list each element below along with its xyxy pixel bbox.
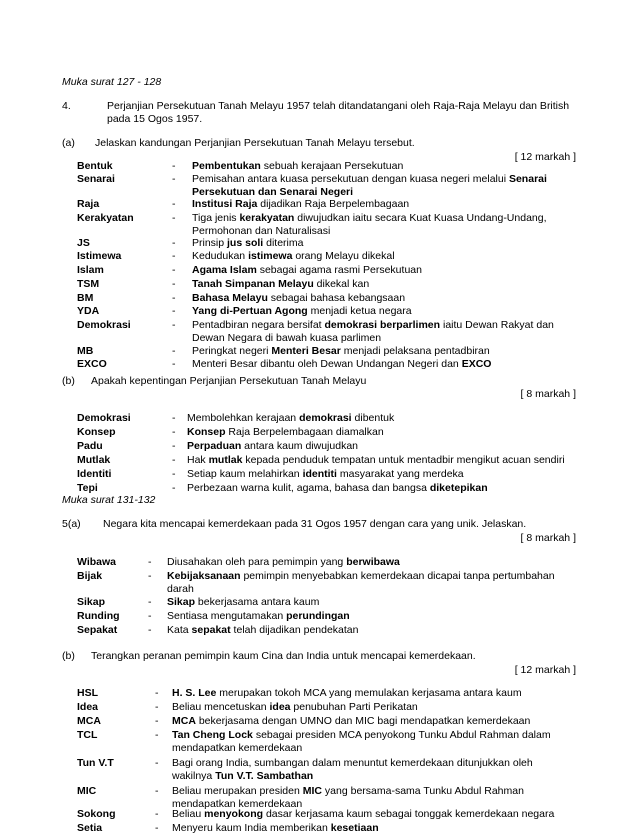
item-description: Agama Islam sebagai agama rasmi Persekutuan	[192, 264, 422, 276]
item-dash: -	[155, 729, 159, 741]
item-dash: -	[155, 808, 159, 820]
item-dash: -	[172, 412, 176, 424]
item-description: Tiga jenis kerakyatan diwujudkan iaitu secara Kuat Kuasa Undang-Undang, Permohonan dan Naturalisasi	[192, 212, 547, 238]
item-keyword: Setia	[77, 822, 103, 834]
item-dash: -	[148, 556, 152, 568]
item-keyword: Sepakat	[77, 624, 118, 636]
item-keyword: Sokong	[77, 808, 116, 820]
item-dash: -	[172, 250, 176, 262]
question-5b-marks: [ 12 markah ]	[514, 664, 576, 676]
item-keyword: Padu	[77, 440, 103, 452]
item-keyword: Tun V.T	[77, 757, 114, 769]
item-description: Kata sepakat telah dijadikan pendekatan	[167, 624, 359, 636]
item-description: Perbezaan warna kulit, agama, bahasa dan bangsa diketepikan	[187, 482, 488, 494]
item-description: Beliau merupakan presiden MIC yang bersama-sama Tunku Abdul Rahman mendapatkan kemerdekaan	[172, 785, 524, 811]
item-keyword: YDA	[77, 305, 100, 317]
item-description: Pentadbiran negara bersifat demokrasi berparlimen iaitu Dewan Rakyat dan Dewan Negara di bawah kuasa parlimen	[192, 319, 554, 345]
item-dash: -	[172, 358, 176, 370]
item-dash: -	[172, 237, 176, 249]
question-b-marks: [ 8 markah ]	[520, 388, 576, 400]
item-description: Beliau menyokong dasar kerjasama kaum sebagai tonggak kemerdekaan negara	[172, 808, 555, 820]
item-description: Beliau mencetuskan idea penubuhan Parti Perikatan	[172, 701, 418, 713]
item-keyword: Idea	[77, 701, 99, 713]
item-description: Membolehkan kerajaan demokrasi dibentuk	[187, 412, 395, 424]
item-description: Kedudukan istimewa orang Melayu dikekal	[192, 250, 395, 262]
item-description: Menteri Besar dibantu oleh Dewan Undangan Negeri dan EXCO	[192, 358, 492, 370]
item-keyword: Tepi	[77, 482, 98, 494]
question-4-text-line2: pada 15 Ogos 1957.	[107, 113, 203, 125]
item-description: Institusi Raja dijadikan Raja Berpelembagaan	[192, 198, 410, 210]
item-dash: -	[172, 173, 176, 185]
item-keyword: Mutlak	[77, 454, 111, 466]
item-dash: -	[172, 264, 176, 276]
item-keyword: HSL	[77, 687, 98, 699]
item-keyword: MCA	[77, 715, 101, 727]
item-dash: -	[155, 701, 159, 713]
item-dash: -	[148, 570, 152, 582]
item-dash: -	[155, 785, 159, 797]
item-keyword: Konsep	[77, 426, 116, 438]
item-keyword: Demokrasi	[77, 412, 131, 424]
item-dash: -	[172, 319, 176, 331]
item-dash: -	[155, 757, 159, 769]
item-keyword: Runding	[77, 610, 120, 622]
item-dash: -	[155, 715, 159, 727]
question-4-number: 4.	[62, 100, 71, 112]
item-description: Bagi orang India, sumbangan dalam menuntut kemerdekaan ditunjukkan oleh wakilnya Tun V.T. Sambathan	[172, 757, 533, 783]
page-reference-1: Muka surat 127 - 128	[62, 76, 162, 88]
item-keyword: TSM	[77, 278, 100, 290]
item-keyword: Demokrasi	[77, 319, 131, 331]
question-b-label: (b)	[62, 375, 75, 387]
question-a-text: Jelaskan kandungan Perjanjian Persekutuan Tanah Melayu tersebut.	[95, 137, 415, 149]
item-description: Peringkat negeri Menteri Besar menjadi pelaksana pentadbiran	[192, 345, 490, 357]
item-dash: -	[172, 212, 176, 224]
item-dash: -	[172, 426, 176, 438]
item-dash: -	[172, 468, 176, 480]
item-description: Diusahakan oleh para pemimpin yang berwibawa	[167, 556, 400, 568]
item-dash: -	[172, 305, 176, 317]
question-5a-marks: [ 8 markah ]	[520, 532, 576, 544]
item-description: Bahasa Melayu sebagai bahasa kebangsaan	[192, 292, 406, 304]
item-keyword: Bijak	[77, 570, 103, 582]
item-keyword: Identiti	[77, 468, 112, 480]
item-dash: -	[155, 687, 159, 699]
item-keyword: Istimewa	[77, 250, 122, 262]
item-dash: -	[172, 278, 176, 290]
item-dash: -	[155, 822, 159, 834]
item-description: H. S. Lee merupakan tokoh MCA yang memulakan kerjasama antara kaum	[172, 687, 522, 699]
item-description: Sentiasa mengutamakan perundingan	[167, 610, 350, 622]
item-description: MCA bekerjasama dengan UMNO dan MIC bagi mendapatkan kemerdekaan	[172, 715, 531, 727]
item-dash: -	[148, 610, 152, 622]
item-description: Konsep Raja Berpelembagaan diamalkan	[187, 426, 384, 438]
item-keyword: TCL	[77, 729, 98, 741]
item-keyword: EXCO	[77, 358, 107, 370]
item-dash: -	[172, 440, 176, 452]
page-reference-2: Muka surat 131-132	[62, 494, 156, 506]
question-5b-label: (b)	[62, 650, 75, 662]
item-keyword: BM	[77, 292, 94, 304]
item-keyword: Wibawa	[77, 556, 116, 568]
item-description: Setiap kaum melahirkan identiti masyarakat yang merdeka	[187, 468, 464, 480]
item-dash: -	[172, 160, 176, 172]
question-5a-label: 5(a)	[62, 518, 81, 530]
item-description: Prinsip jus soli diterima	[192, 237, 304, 249]
question-b-text: Apakah kepentingan Perjanjian Persekutuan Tanah Melayu	[91, 375, 367, 387]
item-dash: -	[172, 454, 176, 466]
item-dash: -	[172, 482, 176, 494]
item-description: Kebijaksanaan pemimpin menyebabkan kemerdekaan dicapai tanpa pertumbahan darah	[167, 570, 555, 596]
question-a-marks: [ 12 markah ]	[514, 151, 576, 163]
item-description: Hak mutlak kepada penduduk tempatan untuk mentadbir mengikut acuan sendiri	[187, 454, 565, 466]
question-5b-text: Terangkan peranan pemimpin kaum Cina dan India untuk mencapai kemerdekaan.	[91, 650, 476, 662]
item-description: Perpaduan antara kaum diwujudkan	[187, 440, 359, 452]
item-keyword: MIC	[77, 785, 97, 797]
question-5a-text: Negara kita mencapai kemerdekaan pada 31 Ogos 1957 dengan cara yang unik. Jelaskan.	[103, 518, 527, 530]
item-description: Menyeru kaum India memberikan kesetiaan	[172, 822, 379, 834]
item-keyword: Kerakyatan	[77, 212, 134, 224]
question-a-label: (a)	[62, 137, 75, 149]
item-dash: -	[172, 292, 176, 304]
item-description: Pemisahan antara kuasa persekutuan dengan kuasa negeri melalui Senarai Persekutuan dan Senarai Negeri	[192, 173, 547, 199]
item-dash: -	[148, 624, 152, 636]
item-keyword: Bentuk	[77, 160, 113, 172]
item-dash: -	[172, 345, 176, 357]
item-keyword: MB	[77, 345, 94, 357]
item-description: Yang di-Pertuan Agong menjadi ketua negara	[192, 305, 412, 317]
item-keyword: Islam	[77, 264, 104, 276]
item-keyword: Raja	[77, 198, 100, 210]
item-description: Pembentukan sebuah kerajaan Persekutuan	[192, 160, 404, 172]
item-keyword: Sikap	[77, 596, 106, 608]
item-description: Sikap bekerjasama antara kaum	[167, 596, 320, 608]
item-keyword: Senarai	[77, 173, 115, 185]
item-description: Tan Cheng Lock sebagai presiden MCA penyokong Tunku Abdul Rahman dalam mendapatkan kemerdekaan	[172, 729, 551, 755]
item-keyword: JS	[77, 237, 90, 249]
item-dash: -	[148, 596, 152, 608]
question-4-text: Perjanjian Persekutuan Tanah Melayu 1957 telah ditandatangani oleh Raja-Raja Melayu dan British	[107, 100, 570, 112]
item-dash: -	[172, 198, 176, 210]
item-description: Tanah Simpanan Melayu dikekal kan	[192, 278, 370, 290]
